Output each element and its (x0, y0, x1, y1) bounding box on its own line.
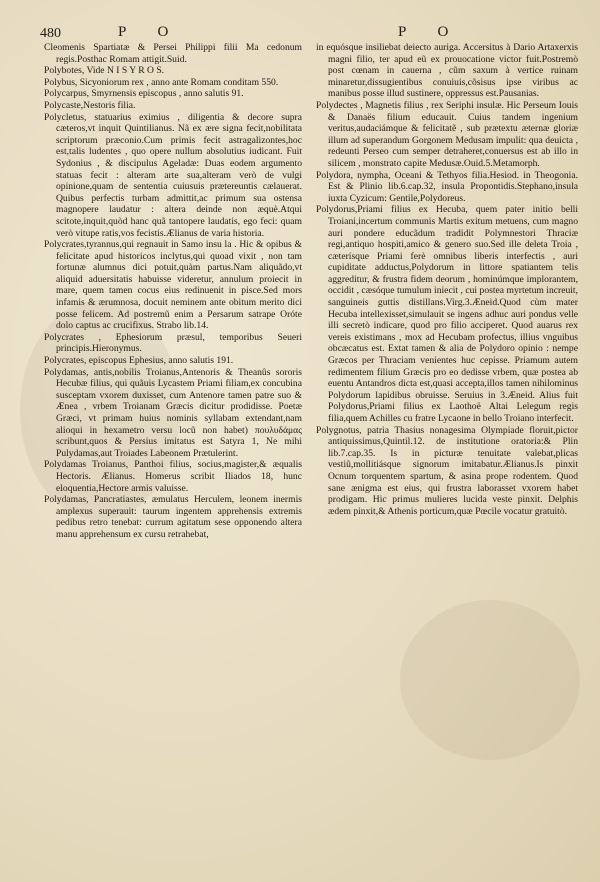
header-letters-left: P O (118, 24, 183, 40)
entry: Polydamas Troianus, Panthoi filius, socius,magister,& æqualis Hectoris. Ælianus. Homerus scribit Iliados 18, hunc eloquentia,Hectore armis valuisse. (44, 459, 302, 494)
right-column (316, 42, 578, 517)
entry: Polydora, nympha, Oceani & Tethyos filia.Hesiod. in Theogonia. Est & Plinio lib.6.cap.32, insula Propontidis.Stephano,insula iuxta Cyzicum: Gentile,Polydoreus. (316, 169, 578, 204)
entry: Polygnotus, patria Thasius nonagesima Olympiade floruit,pictor antiquissimus,Quintil.12. de institutione oratoria:& Plin lib.7.cap.35. Is in picturæ tenuitate valebat,plicas vestiũ,mollitiásque signorum imitabatur.Ælianus.Is pinxit Ocnum torquentem spartum, & asina prope rodentem. Quod sane ænigma est eius, qui frustra laborasset vxorem habet prodigam. Hic primus mulieres lucida veste pinxit. Delphis ædem pinxit,& Athenis porticum,quæ Pœcile vocatur gratuitò. (316, 424, 578, 517)
entry: Polybus, Sicyoniorum rex , anno ante Romam conditam 550. (44, 76, 279, 88)
page-number: 480 (40, 26, 61, 41)
entry: Polycarpus, Smyrnensis episcopus , anno salutis 91. (44, 88, 244, 100)
left-column (44, 42, 302, 541)
entry: Polydorus,Priami filius ex Hecuba, quem pater initio belli Troiani,incertum communis Martis exitum metuens, cum magno auri pondere educãdum tradidit Polymnestori Thraciæ regi,antiquo hospiti,amico & genero suo.Sed ille deleta Troia , cæterísque Priami ferè omnibus liberis interfectis , auri cupiditate adductus,Polydorum in littore spatiantem telis aggreditur, & frustra fidem deorum , hominúmque implorantem, occidit , cæsóque tumulum iniecit , cui postea myrtetum increuit, sanguineis guttis distillans.Virg.3.Æneid.Quod cùm mater Hecuba intellexisset,simulauit se ingens adhuc auri pondus velle illi secretò indicare, quod pro filio acciperet. Quod auarus rex vereis existimans , mox ad Hecubam profectus, illius vnguibus obcæcatus est. Extat tamen & alia de Polydoro opinio : nempe Græcos per Thraciam venientes huc cepisse. Priamum autem redimentem filium Græcis pro eo dedisse vrbem, quæ postea ab euentu Antandros dicta est,quasi accepta,illos tamen nihilominus Polydorum lapidibus obruisse. Seruius in 3.Æneid. Alius fuit Polydorus,Priami filius ex Laothoë Altai Lelegum regis filia,quem Achilles cu fratre Lycaone in bello Troiano interfecit. (316, 204, 578, 424)
header-letters-right: P O (398, 24, 463, 40)
entry: Polydamas, antis,nobilis Troianus,Antenoris & Theanûs sororis Hecubæ filius, qui quãuis Lycastem Priami filiam,ex concubina susceptam vxorem duxisset, cum Antenore tamen patre suo & Ænea , vrbem Troianam Græcis dicitur prodidisse. Poetæ Græci, vt primam huius nominis syllabam extendant,nam alioqui in hexametro versu locũ non habet) πουλυδάμας scribunt,quos & Persius imitatus est Satyra 1, Ne mihi Pulydamas,aut Troiades Labeonem Prætulerint. (44, 366, 302, 459)
entry: Polycrates, episcopus Ephesius, anno salutis 191. (44, 355, 234, 367)
entry: in equósque insiliebat deiecto auriga. Accersitus à Dario Artaxerxis magni filio, ter apud eũ ex prouocatione victor fuit.Postremò post cœnam in cauerna , cũm saxum à vertice ruinam minaretur,dissugientibus conuiuis,cõsisus ipse viribus ac manibus posse illud sustinere, oppressus est.Pausanias. (316, 42, 578, 100)
entry: Polycaste,Nestoris filia. (44, 99, 136, 111)
entry: Polydamas, Pancratiastes, æmulatus Herculem, leonem inermis amplexus superauit: taurum ingentem apprehensis extremis pedibus retro tenebat: currum agitatum sese opponendo altera manu apprehensum ex cursu retrahebat, (44, 494, 302, 540)
entry: Polycrates,tyrannus,qui regnauit in Samo insu la . Hic & opibus & felicitate apud historicos inclytus,qui quoad vixit , non tam fortunæ alumnus dici potuit,quàm partus.Nam aliquãdo,vt aliquid aduersitatis habuisse videretur, annulum proiecit in mare, quem tamen cocus eius redinuenit in pisce.Sed mors infamis & ærumnosa, docuit neminem ante obitum merito dici posse felicem. Ad postremũ enim a Persarum satrape Oróte dolo captus ac crucifixus. Strabo lib.14. (44, 239, 302, 332)
entry: Polycletus, statuarius eximius , diligentia & decore supra cæteros,vt inquit Quintilianus. Nã ex ære signa fecit,nobilitata scriptorum præconio.Cum primis fecit astragalizontes,hoc est,talis ludentes , quo opere nullum absolutius iudicant. Fuit Sydonius , & discipulus Ageladæ: Duas eodem argumento statuas fecit : alteram arte sua,alteram verò de vulgi opinione,quam de sententia cuiusuis prætereuntis cælauerat. Quibus perfectis turbam admittit,ac primum sua ostensa magnopere laudatur : altera deinde non æquè.Atqui scitote,inquit,quòd hanc quã tantopere laudatis, ego feci: quam verò vitupe ratis,vos fecistis.Ælianus de varia historia. (44, 111, 302, 239)
entry: Polydectes , Magnetis filius , rex Seriphi insulæ. Hic Perseum Iouis & Danaës filium educauit. Cuius tandem ingenium veritus,audaciámque & felicitatẽ , sub prætextu æternæ gloriæ illum ad superandum Gorgonem Medusam impulit: qua deuicta , redeunti Perseo cum semper detraheret,conuersus est ab illo in silicem , monstrato capite Medusæ.Ouid.5.Metamorph. (316, 99, 578, 169)
paper-stain (400, 600, 580, 760)
entry: Cleomenis Spartiatæ & Persei Philippi filii Ma cedonum regis.Posthac Romam attigit.Suid. (44, 42, 302, 65)
entry: Polycrates , Ephesiorum præsul, temporibus Seueri principis.Hieronymus. (44, 331, 302, 355)
page-header (0, 24, 600, 44)
entry: Polybotes, Vide N I S Y R O S. (44, 65, 165, 77)
